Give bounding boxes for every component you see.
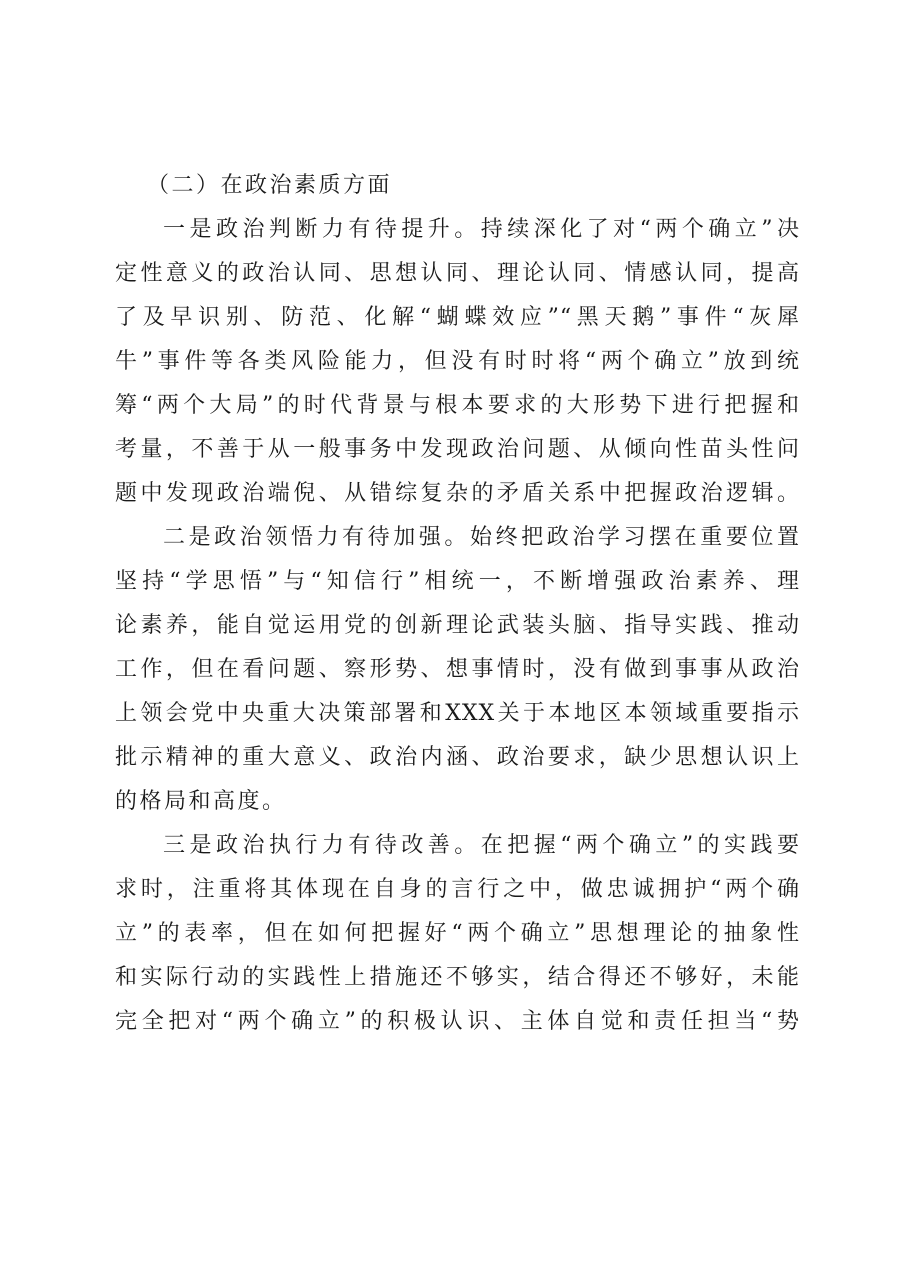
paragraph-line: 三是政治执行力有待改善。在把握“两个确立”的实践要 — [163, 833, 800, 858]
paragraph-line: 和实际行动的实践性上措施还不够实，结合得还不够好，未能 — [115, 965, 800, 990]
document-body — [115, 164, 800, 1044]
paragraph-political-comprehension — [115, 516, 800, 824]
paragraph-political-execution — [115, 824, 800, 1044]
paragraph-line: 定性意义的政治认同、思想认同、理论认同、情感认同，提高 — [115, 261, 800, 286]
paragraph-line: 坚持“学思悟”与“知信行”相统一，不断增强政治素养、理 — [115, 569, 800, 594]
paragraph-line: 上领会党中央重大决策部署和XXX关于本地区本领域重要指示 — [115, 701, 800, 726]
section-heading: （二）在政治素质方面 — [147, 173, 393, 198]
paragraph-line: 筹“两个大局”的时代背景与根本要求的大形势下进行把握和 — [115, 393, 800, 418]
paragraph-line: 工作，但在看问题、察形势、想事情时，没有做到事事从政治 — [115, 657, 800, 682]
paragraph-line: 的格局和高度。 — [115, 789, 287, 814]
paragraph-line: 题中发现政治端倪、从错综复杂的矛盾关系中把握政治逻辑。 — [115, 481, 800, 506]
paragraph-line: 论素养，能自觉运用党的创新理论武装头脑、指导实践、推动 — [115, 613, 800, 638]
paragraph-political-judgment — [115, 208, 800, 516]
paragraph-line: 立”的表率，但在如何把握好“两个确立”思想理论的抽象性 — [115, 921, 800, 946]
paragraph-line: 批示精神的重大意义、政治内涵、政治要求，缺少思想认识上 — [115, 745, 800, 770]
paragraph-line: 二是政治领悟力有待加强。始终把政治学习摆在重要位置 — [163, 525, 800, 550]
paragraph-line: 一是政治判断力有待提升。持续深化了对“两个确立”决 — [163, 217, 800, 242]
paragraph-line: 完全把对“两个确立”的积极认识、主体自觉和责任担当“势 — [115, 1009, 800, 1034]
paragraph-line: 考量，不善于从一般事务中发现政治问题、从倾向性苗头性问 — [115, 437, 800, 462]
paragraph-line: 求时，注重将其体现在自身的言行之中，做忠诚拥护“两个确 — [115, 877, 800, 902]
paragraph-line: 牛”事件等各类风险能力，但没有时时将“两个确立”放到统 — [115, 349, 800, 374]
paragraph-line: 了及早识别、防范、化解“蝴蝶效应”“黑天鹅”事件“灰犀 — [115, 305, 800, 330]
